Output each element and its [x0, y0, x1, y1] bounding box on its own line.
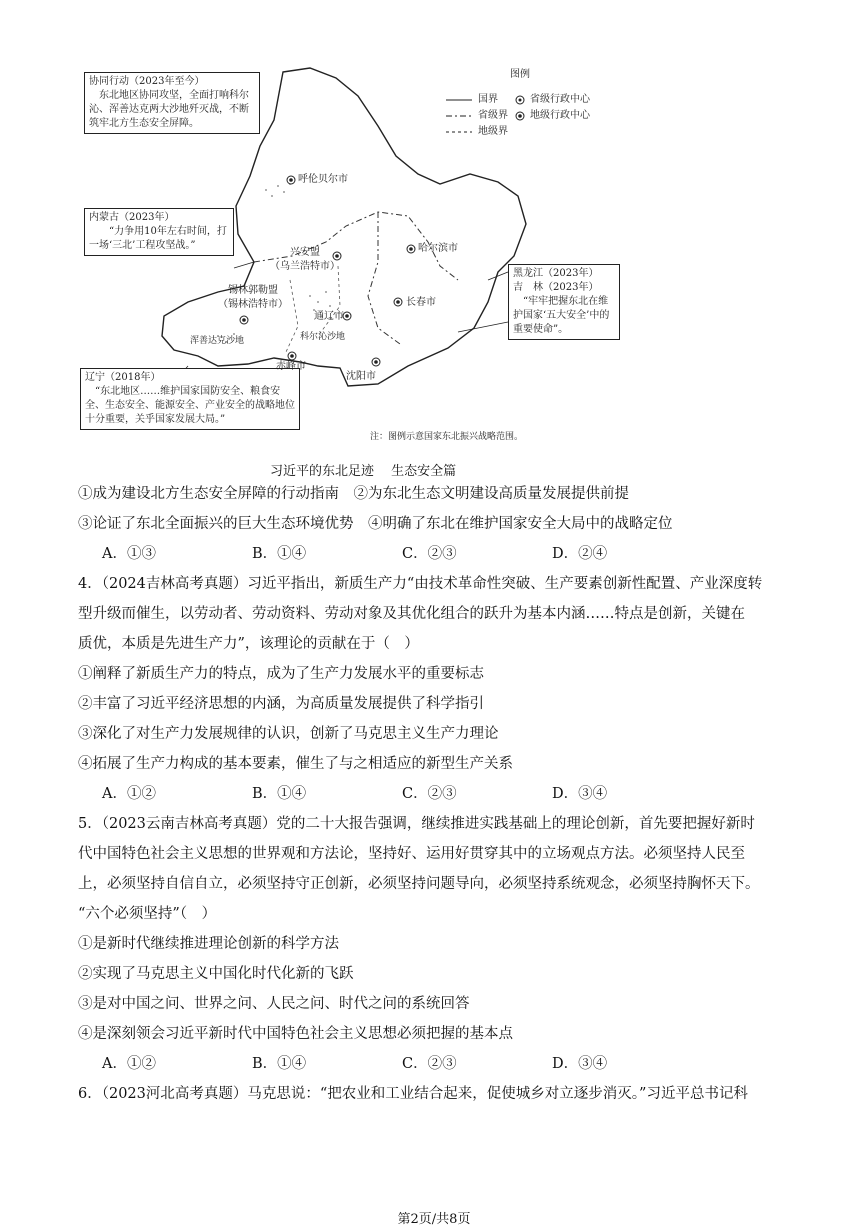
- city-harbin: 哈尔滨市: [418, 243, 458, 254]
- q5-statement-1: ①是新时代继续推进理论创新的科学方法: [78, 936, 339, 952]
- q5-options: [102, 1054, 702, 1074]
- legend-provincial-border: 省级界: [478, 110, 508, 121]
- q3-options: [102, 544, 702, 564]
- box-inner-mongolia: 内蒙古（2023年） “力争用10年左右时间，打一场‘三北’工程攻坚战。”: [84, 208, 234, 256]
- q5-statement-4: ④是深刻领会习近平新时代中国特色社会主义思想必须把握的基本点: [78, 1026, 513, 1042]
- q5-option-d[interactable]: D．③④: [552, 1056, 608, 1072]
- legend-prefecture-center: 地级行政中心: [530, 110, 590, 121]
- city-shenyang: 沈阳市: [346, 371, 376, 382]
- q5-option-b[interactable]: B．①④: [252, 1056, 307, 1072]
- q3-statement-1: ①成为建设北方生态安全屏障的行动指南 ②为东北生态文明建设高质量发展提供前提: [78, 486, 629, 502]
- q4-option-a[interactable]: A．①②: [102, 786, 156, 802]
- legend-title: 图例: [510, 69, 530, 80]
- city-xilingol: 锡林郭勒盟 （锡林浩特市）: [218, 285, 288, 310]
- q4-options: [102, 784, 702, 804]
- sandland-horqin: 科尔沁沙地: [300, 332, 346, 342]
- city-xinganmeng: 兴安盟 （乌兰浩特市）: [270, 247, 340, 272]
- map-caption: 习近平的东北足迹 生态安全篇: [270, 464, 457, 479]
- sandland-hunshandake: 浑善达克沙地: [190, 336, 245, 346]
- q4-stem-line-2: 型升级而催生，以劳动者、劳动资料、劳动对象及其优化组合的跃升为基本内涵……特点是创新，关键在: [78, 606, 745, 622]
- legend-provincial-center: 省级行政中心: [530, 94, 590, 105]
- q4-statement-1: ①阐释了新质生产力的特点，成为了生产力发展水平的重要标志: [78, 666, 484, 682]
- q4-option-d[interactable]: D．③④: [552, 786, 608, 802]
- q4-statement-2: ②丰富了习近平经济思想的内涵，为高质量发展提供了科学指引: [78, 696, 484, 712]
- page-footer: 第2页/共8页: [397, 1212, 471, 1227]
- city-hulunbuir: 呼伦贝尔市: [298, 174, 348, 185]
- q3-statement-2: ③论证了东北全面振兴的巨大生态环境优势 ④明确了东北在维护国家安全大局中的战略定位: [78, 516, 673, 532]
- legend-prefecture-border: 地级界: [478, 126, 508, 137]
- box-liaoning: 辽宁（2018年） “东北地区……维护国家国防安全、粮食安全、生态安全、能源安全、产业安全的战略地位十分重要，关乎国家发展大局。”: [80, 368, 300, 430]
- q4-option-c[interactable]: C．②③: [402, 786, 457, 802]
- q4-stem-line-1: 4．（2024吉林高考真题）习近平指出，新质生产力“由技术革命性突破、生产要素创新性配置、产业深度转: [78, 576, 763, 592]
- q5-stem-line-3: 上，必须坚持自信自立，必须坚持守正创新，必须坚持问题导向，必须坚持系统观念，必须坚持胸怀天下。: [78, 876, 760, 892]
- map-note: 注：图例示意国家东北振兴战略范围。: [370, 432, 524, 442]
- q5-statement-2: ②实现了马克思主义中国化时代化新的飞跃: [78, 966, 354, 982]
- box-heilongjiang-jilin: 黑龙江（2023年） 吉 林（2023年） “牢牢把握东北在维护国家‘五大安全’中的重要使命”。: [508, 264, 620, 340]
- box-coordinated-action: 协同行动（2023年至今） 东北地区协同攻坚，全面打响科尔沁、浑善达克两大沙地歼灭战，不断筑牢北方生态安全屏障。: [84, 72, 260, 134]
- q3-option-b[interactable]: B．①④: [252, 546, 307, 562]
- q3-option-c[interactable]: C．②③: [402, 546, 457, 562]
- q5-option-a[interactable]: A．①②: [102, 1056, 156, 1072]
- city-changchun: 长春市: [406, 297, 436, 308]
- q5-stem-line-4: “六个必须坚持”（ ）: [78, 906, 217, 922]
- legend-national-border: 国界: [478, 94, 498, 105]
- city-chifeng: 赤峰市: [276, 361, 306, 372]
- q4-statement-3: ③深化了对生产力发展规律的认识，创新了马克思主义生产力理论: [78, 726, 499, 742]
- q4-stem-line-3: 质优，本质是先进生产力”，该理论的贡献在于（ ）: [78, 636, 419, 652]
- q5-stem-line-2: 代中国特色社会主义思想的世界观和方法论，坚持好、运用好贯穿其中的立场观点方法。必须坚持人民至: [78, 846, 745, 862]
- q4-option-b[interactable]: B．①④: [252, 786, 307, 802]
- q3-option-d[interactable]: D．②④: [552, 546, 608, 562]
- q4-statement-4: ④拓展了生产力构成的基本要素，催生了与之相适应的新型生产关系: [78, 756, 513, 772]
- q5-option-c[interactable]: C．②③: [402, 1056, 457, 1072]
- q3-option-a[interactable]: A．①③: [102, 546, 156, 562]
- q6-stem-line-1: 6．（2023河北高考真题）马克思说：“把农业和工业结合起来，促使城乡对立逐步消灭。”习近平总书记科: [78, 1086, 748, 1102]
- northeast-map-figure: [78, 66, 618, 456]
- city-tongliao: 通辽市: [314, 311, 344, 322]
- q5-statement-3: ③是对中国之问、世界之问、人民之问、时代之问的系统回答: [78, 996, 470, 1012]
- q5-stem-line-1: 5．（2023云南吉林高考真题）党的二十大报告强调，继续推进实践基础上的理论创新，首先要把握好新时: [78, 816, 755, 832]
